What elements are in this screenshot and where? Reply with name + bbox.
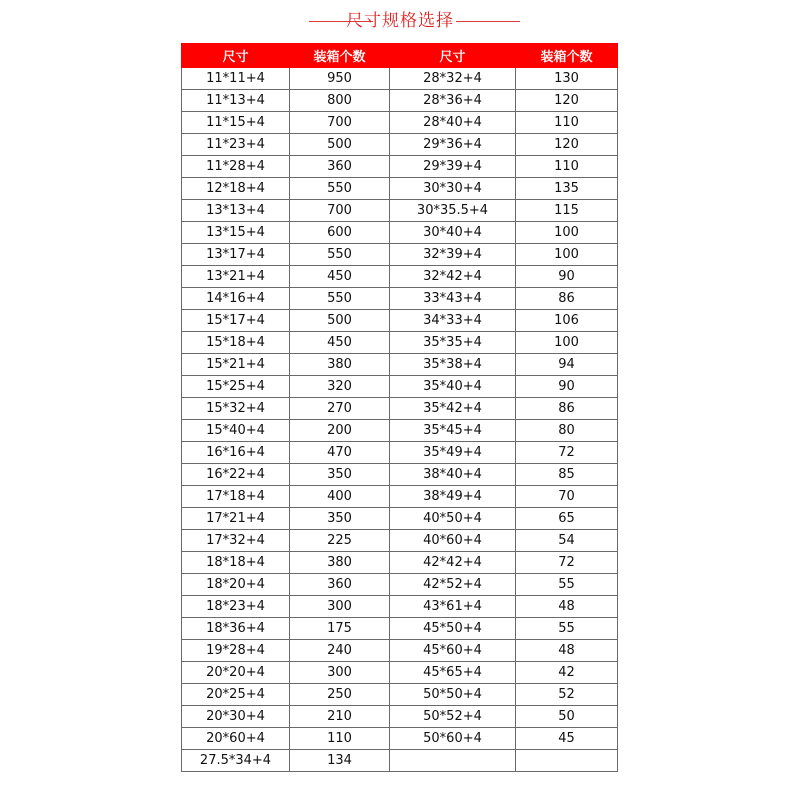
cell-quantity-right: 90 (516, 266, 618, 288)
table-row (182, 68, 618, 90)
cell-quantity-left: 360 (290, 574, 390, 596)
cell-size-right: 45*50+4 (390, 618, 516, 640)
table-row (182, 244, 618, 266)
cell-quantity-right: 90 (516, 376, 618, 398)
cell-size-left: 16*16+4 (182, 442, 290, 464)
cell-size-right: 45*60+4 (390, 640, 516, 662)
cell-size-right: 40*50+4 (390, 508, 516, 530)
cell-quantity-right: 52 (516, 684, 618, 706)
cell-size-left: 20*20+4 (182, 662, 290, 684)
table-row (182, 420, 618, 442)
table-row (182, 530, 618, 552)
cell-quantity-right: 135 (516, 178, 618, 200)
cell-size-left: 11*23+4 (182, 134, 290, 156)
cell-quantity-left: 175 (290, 618, 390, 640)
cell-size-right: 30*30+4 (390, 178, 516, 200)
table-row (182, 552, 618, 574)
cell-size-left: 13*17+4 (182, 244, 290, 266)
cell-quantity-left: 550 (290, 288, 390, 310)
cell-quantity-right: 94 (516, 354, 618, 376)
table-row (182, 310, 618, 332)
title-divider-right (456, 21, 520, 22)
table-row (182, 200, 618, 222)
cell-size-right: 33*43+4 (390, 288, 516, 310)
cell-quantity-left: 240 (290, 640, 390, 662)
cell-quantity-left: 270 (290, 398, 390, 420)
cell-quantity-left: 500 (290, 134, 390, 156)
cell-quantity-left: 110 (290, 728, 390, 750)
cell-quantity-right: 72 (516, 442, 618, 464)
cell-size-left: 17*18+4 (182, 486, 290, 508)
table-row (182, 398, 618, 420)
cell-size-left: 13*21+4 (182, 266, 290, 288)
cell-quantity-left: 700 (290, 200, 390, 222)
table-row (182, 662, 618, 684)
header-size-left: 尺寸 (182, 44, 290, 68)
header-quantity-left: 装箱个数 (290, 44, 390, 68)
cell-size-left: 11*11+4 (182, 68, 290, 90)
cell-size-left: 15*40+4 (182, 420, 290, 442)
cell-quantity-right: 65 (516, 508, 618, 530)
cell-size-right: 40*60+4 (390, 530, 516, 552)
cell-size-right: 34*33+4 (390, 310, 516, 332)
cell-quantity-right: 54 (516, 530, 618, 552)
table-row (182, 332, 618, 354)
cell-size-left: 20*30+4 (182, 706, 290, 728)
table-row (182, 464, 618, 486)
cell-quantity-left: 300 (290, 596, 390, 618)
cell-size-left: 20*60+4 (182, 728, 290, 750)
cell-size-left: 27.5*34+4 (182, 750, 290, 772)
cell-size-right: 50*50+4 (390, 684, 516, 706)
table-row (182, 178, 618, 200)
cell-quantity-left: 380 (290, 552, 390, 574)
cell-quantity-left: 600 (290, 222, 390, 244)
cell-size-left: 15*21+4 (182, 354, 290, 376)
cell-quantity-left: 225 (290, 530, 390, 552)
cell-quantity-right: 100 (516, 222, 618, 244)
table-row (182, 618, 618, 640)
cell-quantity-left: 550 (290, 244, 390, 266)
cell-quantity-right: 115 (516, 200, 618, 222)
cell-quantity-right: 120 (516, 134, 618, 156)
page-title: 尺寸规格选择 (346, 11, 454, 31)
cell-size-right: 35*35+4 (390, 332, 516, 354)
cell-size-right: 35*42+4 (390, 398, 516, 420)
cell-size-left: 18*23+4 (182, 596, 290, 618)
title-bar (0, 8, 800, 34)
cell-quantity-right: 50 (516, 706, 618, 728)
cell-size-left: 17*32+4 (182, 530, 290, 552)
cell-quantity-left: 350 (290, 508, 390, 530)
table-header-row (182, 44, 618, 68)
cell-size-right: 42*52+4 (390, 574, 516, 596)
cell-size-left: 12*18+4 (182, 178, 290, 200)
cell-quantity-right: 130 (516, 68, 618, 90)
table-row (182, 574, 618, 596)
cell-size-left: 13*15+4 (182, 222, 290, 244)
cell-size-right: 29*36+4 (390, 134, 516, 156)
table-row (182, 508, 618, 530)
cell-size-right: 43*61+4 (390, 596, 516, 618)
cell-size-right: 38*49+4 (390, 486, 516, 508)
table-row (182, 288, 618, 310)
cell-quantity-left: 950 (290, 68, 390, 90)
cell-quantity-right: 110 (516, 112, 618, 134)
cell-size-left: 17*21+4 (182, 508, 290, 530)
cell-quantity-left: 550 (290, 178, 390, 200)
cell-size-right: 30*35.5+4 (390, 200, 516, 222)
cell-size-right: 30*40+4 (390, 222, 516, 244)
cell-size-right: 38*40+4 (390, 464, 516, 486)
cell-size-right: 42*42+4 (390, 552, 516, 574)
table-row (182, 442, 618, 464)
cell-quantity-left: 250 (290, 684, 390, 706)
cell-quantity-right: 72 (516, 552, 618, 574)
cell-quantity-left: 380 (290, 354, 390, 376)
cell-quantity-left: 470 (290, 442, 390, 464)
cell-size-left: 11*15+4 (182, 112, 290, 134)
cell-quantity-left: 700 (290, 112, 390, 134)
cell-quantity-right: 45 (516, 728, 618, 750)
cell-size-right: 28*32+4 (390, 68, 516, 90)
table-row (182, 706, 618, 728)
cell-quantity-right: 106 (516, 310, 618, 332)
cell-size-left: 13*13+4 (182, 200, 290, 222)
cell-quantity-right: 42 (516, 662, 618, 684)
table-row (182, 640, 618, 662)
cell-quantity-left: 210 (290, 706, 390, 728)
table-row (182, 156, 618, 178)
cell-size-left: 11*13+4 (182, 90, 290, 112)
table-row (182, 222, 618, 244)
cell-size-left: 18*18+4 (182, 552, 290, 574)
cell-quantity-left: 134 (290, 750, 390, 772)
table-row (182, 112, 618, 134)
table-row (182, 354, 618, 376)
cell-quantity-right: 80 (516, 420, 618, 442)
cell-quantity-right: 55 (516, 618, 618, 640)
cell-quantity-right: 100 (516, 332, 618, 354)
cell-quantity-right: 120 (516, 90, 618, 112)
cell-quantity-right: 70 (516, 486, 618, 508)
table-row (182, 728, 618, 750)
cell-quantity-right: 110 (516, 156, 618, 178)
table-row (182, 134, 618, 156)
cell-size-left: 18*36+4 (182, 618, 290, 640)
size-spec-table (181, 43, 618, 772)
cell-size-left: 15*18+4 (182, 332, 290, 354)
cell-size-left: 15*32+4 (182, 398, 290, 420)
cell-quantity-left: 500 (290, 310, 390, 332)
cell-size-right: 35*45+4 (390, 420, 516, 442)
cell-quantity-left: 400 (290, 486, 390, 508)
cell-quantity-left: 450 (290, 332, 390, 354)
table-body (182, 68, 618, 772)
cell-quantity-right: 86 (516, 398, 618, 420)
cell-size-right: 28*36+4 (390, 90, 516, 112)
cell-quantity-left: 360 (290, 156, 390, 178)
table-row (182, 376, 618, 398)
table-row (182, 266, 618, 288)
cell-size-left: 11*28+4 (182, 156, 290, 178)
cell-size-left: 15*17+4 (182, 310, 290, 332)
header-size-right: 尺寸 (390, 44, 516, 68)
cell-size-right: 35*40+4 (390, 376, 516, 398)
table-row (182, 596, 618, 618)
cell-size-left: 20*25+4 (182, 684, 290, 706)
cell-size-right: 28*40+4 (390, 112, 516, 134)
table-row (182, 684, 618, 706)
cell-quantity-right: 48 (516, 640, 618, 662)
cell-quantity-right: 86 (516, 288, 618, 310)
table-row (182, 90, 618, 112)
cell-size-left: 14*16+4 (182, 288, 290, 310)
cell-quantity-left: 320 (290, 376, 390, 398)
cell-size-right (390, 750, 516, 772)
cell-quantity-right: 85 (516, 464, 618, 486)
cell-quantity-left: 350 (290, 464, 390, 486)
cell-quantity-left: 450 (290, 266, 390, 288)
cell-size-left: 18*20+4 (182, 574, 290, 596)
cell-quantity-right: 48 (516, 596, 618, 618)
cell-quantity-left: 200 (290, 420, 390, 442)
cell-quantity-right (516, 750, 618, 772)
cell-quantity-left: 300 (290, 662, 390, 684)
cell-quantity-right: 55 (516, 574, 618, 596)
cell-size-right: 35*38+4 (390, 354, 516, 376)
cell-size-left: 15*25+4 (182, 376, 290, 398)
header-quantity-right: 装箱个数 (516, 44, 618, 68)
cell-quantity-left: 800 (290, 90, 390, 112)
cell-size-left: 19*28+4 (182, 640, 290, 662)
table-row (182, 486, 618, 508)
cell-quantity-right: 100 (516, 244, 618, 266)
cell-size-right: 32*42+4 (390, 266, 516, 288)
cell-size-right: 50*60+4 (390, 728, 516, 750)
cell-size-right: 32*39+4 (390, 244, 516, 266)
cell-size-right: 35*49+4 (390, 442, 516, 464)
cell-size-right: 50*52+4 (390, 706, 516, 728)
cell-size-right: 45*65+4 (390, 662, 516, 684)
cell-size-left: 16*22+4 (182, 464, 290, 486)
cell-size-right: 29*39+4 (390, 156, 516, 178)
table-row (182, 750, 618, 772)
